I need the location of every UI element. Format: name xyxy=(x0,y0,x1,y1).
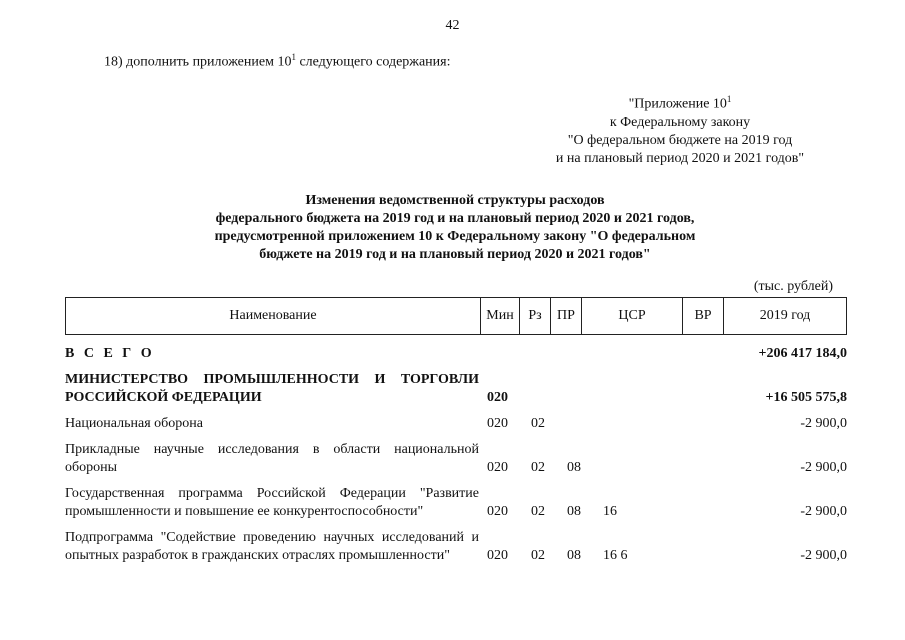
row-value: -2 900,0 xyxy=(800,460,847,475)
table-row xyxy=(65,529,847,573)
annex-line-4: и на плановый период 2020 и 2021 годов" xyxy=(555,150,805,166)
row-csr xyxy=(597,345,703,371)
row-csr: 16 6 xyxy=(603,548,628,563)
row-min: 020 xyxy=(487,416,508,431)
row-vr xyxy=(703,485,743,529)
row-vr xyxy=(703,371,743,415)
amendment-prefix: 18) дополнить приложением 10 xyxy=(104,54,292,70)
row-csr: 16 xyxy=(603,504,617,519)
amendment-line xyxy=(104,52,451,71)
title-line-2: федерального бюджета на 2019 год и на плановый период 2020 и 2021 годов, xyxy=(215,211,695,226)
row-value: -2 900,0 xyxy=(800,504,847,519)
row-value: -2 900,0 xyxy=(800,548,847,563)
header-name: Наименование xyxy=(66,298,481,335)
row-pr xyxy=(561,345,597,371)
row-name: В С Е Г О xyxy=(65,346,155,361)
row-min: 020 xyxy=(487,548,508,563)
row-pr xyxy=(561,371,597,415)
page-number: 42 xyxy=(445,18,460,33)
row-rz xyxy=(525,345,561,371)
annex-line-1 xyxy=(515,90,845,114)
title-line-3: предусмотренной приложением 10 к Федеральному закону "О федеральном xyxy=(214,229,696,244)
row-vr xyxy=(703,415,743,441)
title-line-1: Изменения ведомственной структуры расходов xyxy=(305,193,605,208)
row-vr xyxy=(703,345,743,371)
table-row xyxy=(65,345,847,371)
header-pr: ПР xyxy=(551,298,582,335)
header-year: 2019 год xyxy=(724,298,847,335)
row-name: МИНИСТЕРСТВО ПРОМЫШЛЕННОСТИ И ТОРГОВЛИ РОССИЙСКОЙ ФЕДЕРАЦИИ xyxy=(65,372,479,405)
row-vr xyxy=(703,529,743,573)
row-min xyxy=(479,345,525,371)
title-line-4: бюджете на 2019 год и на плановый период 2020 и 2021 годов" xyxy=(259,247,651,262)
annex-line-3: "О федеральном бюджете на 2019 год xyxy=(567,132,793,148)
header-rz: Рз xyxy=(520,298,551,335)
row-rz: 02 xyxy=(531,416,545,431)
annex-line-2: к Федеральному закону xyxy=(609,114,751,130)
header-min: Мин xyxy=(481,298,520,335)
row-min: 020 xyxy=(487,460,508,475)
row-pr: 08 xyxy=(567,460,581,475)
row-value: -2 900,0 xyxy=(800,416,847,431)
row-min: 020 xyxy=(487,504,508,519)
row-rz: 02 xyxy=(531,504,545,519)
row-rz xyxy=(525,371,561,415)
table-row xyxy=(65,371,847,415)
row-csr xyxy=(597,415,703,441)
annex-line-1-text: "Приложение 10 xyxy=(628,96,727,112)
document-title xyxy=(150,192,760,264)
row-pr: 08 xyxy=(567,504,581,519)
row-name: Государственная программа Российской Федерации "Развитие промышленности и повышение ее конкурентоспособности" xyxy=(65,486,479,519)
row-rz: 02 xyxy=(531,548,545,563)
row-value: +16 505 575,8 xyxy=(765,390,847,405)
row-name: Прикладные научные исследования в области национальной обороны xyxy=(65,442,479,475)
row-rz: 02 xyxy=(531,460,545,475)
table-row xyxy=(65,415,847,441)
table-row xyxy=(65,485,847,529)
unit-label: (тыс. рублей) xyxy=(753,279,833,294)
row-vr xyxy=(703,441,743,485)
row-pr xyxy=(561,415,597,441)
header-vr: ВР xyxy=(683,298,724,335)
row-name: Национальная оборона xyxy=(65,416,203,431)
annex-header xyxy=(515,90,845,168)
row-name: Подпрограмма "Содействие проведению научных исследований и опытных разработок в гражданских отраслях промышленности" xyxy=(65,530,479,563)
budget-table xyxy=(65,345,847,573)
row-csr xyxy=(597,441,703,485)
header-csr: ЦСР xyxy=(582,298,683,335)
amendment-sup: 1 xyxy=(291,52,296,62)
annex-line-1-sup: 1 xyxy=(726,94,732,104)
row-min: 020 xyxy=(487,390,508,405)
amendment-suffix: следующего содержания: xyxy=(295,54,451,70)
row-value: +206 417 184,0 xyxy=(758,346,847,361)
row-pr: 08 xyxy=(567,548,581,563)
row-csr xyxy=(597,371,703,415)
table-header xyxy=(65,297,847,335)
table-row xyxy=(65,441,847,485)
